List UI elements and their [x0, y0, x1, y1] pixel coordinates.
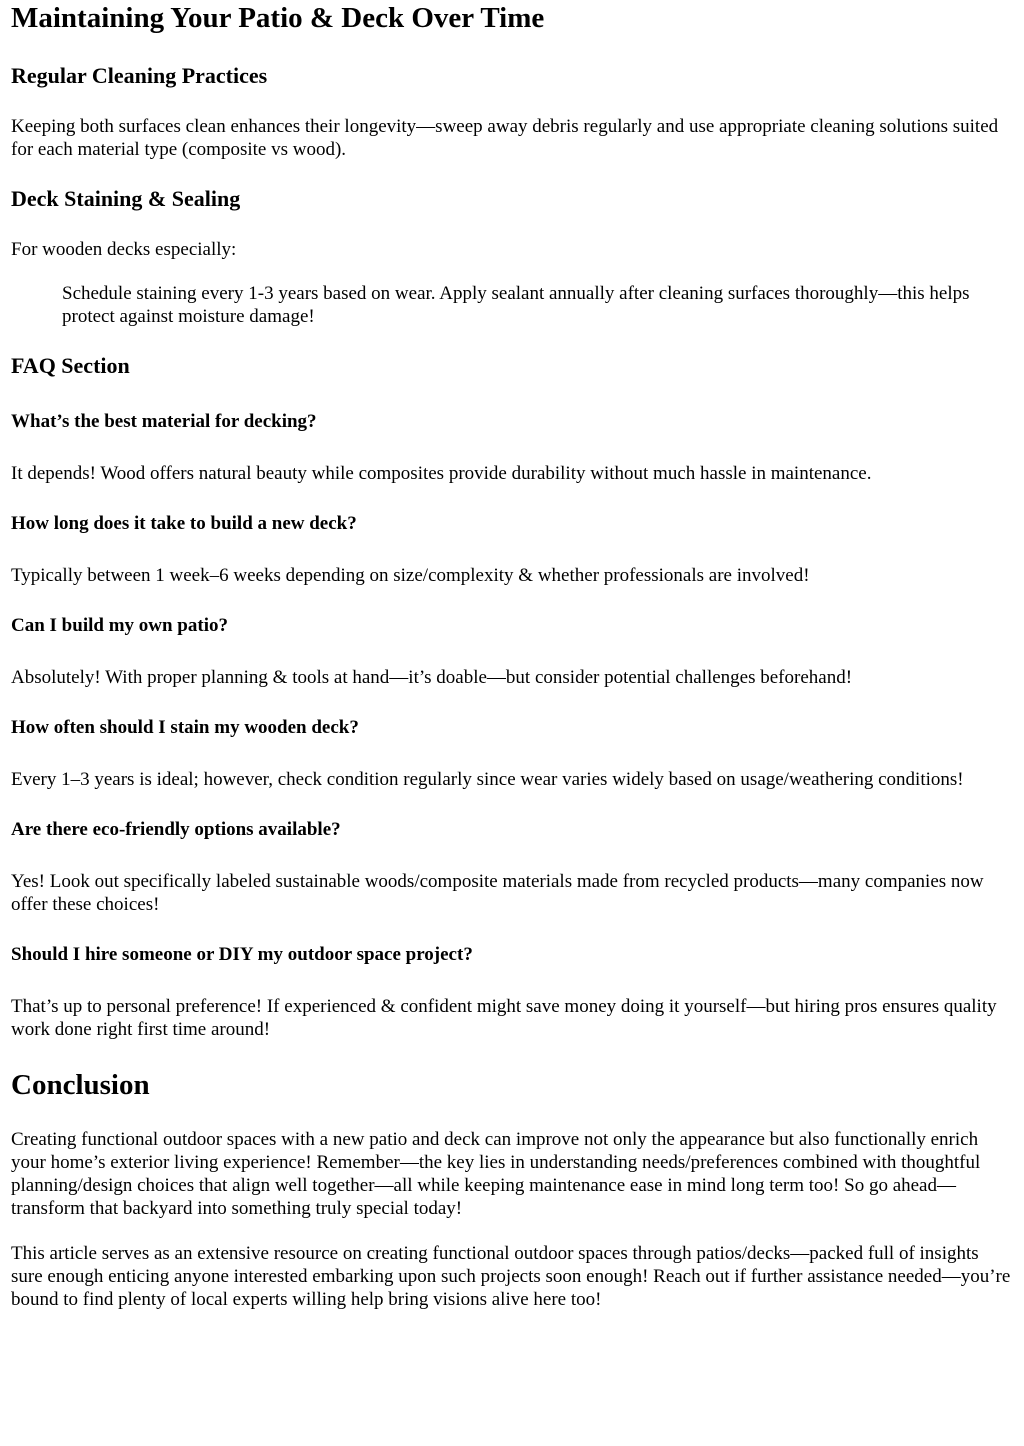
faq-answer: It depends! Wood offers natural beauty while composites provide durability without much hassle in maintenance. [11, 463, 872, 484]
faq-question: How often should I stain my wooden deck? [11, 717, 359, 738]
faq-answer: Absolutely! With proper planning & tools at hand—it’s doable—but consider potential challenges beforehand! [11, 667, 853, 688]
section-heading-faq: FAQ Section [11, 353, 130, 378]
conclusion-paragraph: Creating functional outdoor spaces with a new patio and deck can improve not only the appearance but also functionally enrich your home’s exterior living experience! Remember—the key lies in understanding needs/preferences combined with thoughtful planning/design choices that align well together—all while keeping maintenance ease in mind long term too! So go ahead—transform that backyard into something truly special today! [11, 1129, 981, 1219]
faq-question: How long does it take to build a new deck? [11, 513, 357, 534]
page-title: Maintaining Your Patio & Deck Over Time [11, 2, 545, 34]
faq-answer: That’s up to personal preference! If experienced & confident might save money doing it yourself—but hiring pros ensures quality work done right first time around! [11, 996, 997, 1040]
faq-question: Can I build my own patio? [11, 615, 228, 636]
faq-question: Should I hire someone or DIY my outdoor space project? [11, 944, 473, 965]
section-heading-staining: Deck Staining & Sealing [11, 186, 241, 211]
faq-answer: Typically between 1 week–6 weeks depending on size/complexity & whether professionals are involved! [11, 565, 810, 586]
section-heading-cleaning: Regular Cleaning Practices [11, 63, 268, 88]
faq-answer: Yes! Look out specifically labeled sustainable woods/composite materials made from recycled products—many companies now offer these choices! [11, 871, 984, 915]
faq-answer: Every 1–3 years is ideal; however, check condition regularly since wear varies widely based on usage/weathering conditions! [11, 769, 964, 790]
staining-intro: For wooden decks especially: [11, 239, 237, 260]
cleaning-paragraph: Keeping both surfaces clean enhances their longevity—sweep away debris regularly and use appropriate cleaning solutions suited for each material type (composite vs wood). [11, 116, 999, 160]
staining-quote: Schedule staining every 1-3 years based on wear. Apply sealant annually after cleaning surfaces thoroughly—this helps protect against moisture damage! [62, 283, 970, 327]
faq-question: What’s the best material for decking? [11, 411, 317, 432]
conclusion-heading: Conclusion [11, 1069, 150, 1101]
faq-question: Are there eco-friendly options available? [11, 819, 341, 840]
conclusion-paragraph: This article serves as an extensive resource on creating functional outdoor spaces through patios/decks—packed full of insights sure enough enticing anyone interested embarking upon such projects soon enough! Reach out if further assistance needed—you’re bound to find plenty of local experts willing help bring visions alive here too! [11, 1243, 1011, 1310]
